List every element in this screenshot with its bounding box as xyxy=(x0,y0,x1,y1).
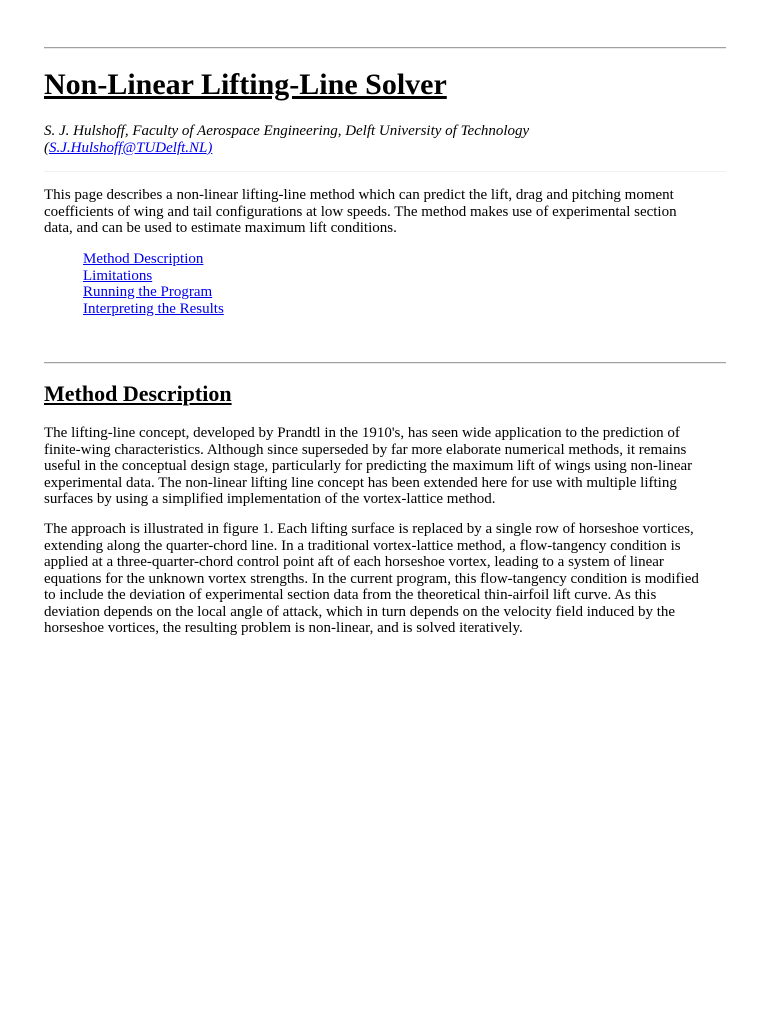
author-affiliation: S. J. Hulshoff, Faculty of Aerospace Engineering, Delft University of Technology xyxy=(44,123,530,139)
paragraph-line: applied at a three-quarter-chord control point aft of each horseshoe vortex, leading to a system of linear xyxy=(44,554,664,570)
top-horizontal-rule xyxy=(44,47,726,49)
paragraph-line: The approach is illustrated in figure 1. Each lifting surface is replaced by a single row of horseshoe vortices, xyxy=(44,521,694,537)
toc-link-limitations[interactable]: Limitations xyxy=(83,267,153,284)
paragraph-line: useful in the conceptual design stage, particularly for predicting the maximum lift of wings using non-linear xyxy=(44,458,693,474)
section-title-method-description: Method Description xyxy=(44,381,232,406)
toc-item-interpreting-the-results xyxy=(83,301,224,318)
paragraph-line: horseshoe vortices, the resulting problem is non-linear, and is solved iteratively. xyxy=(44,620,523,636)
paragraph-line: equations for the unknown vortex strengths. In the current program, this flow-tangency condition is modified xyxy=(44,570,699,587)
intro-line: This page describes a non-linear lifting-line method which can predict the lift, drag and pitching moment xyxy=(44,187,674,203)
toc-link-method-description[interactable]: Method Description xyxy=(83,251,204,267)
author-divider xyxy=(44,171,726,172)
paragraph-line: finite-wing characteristics. Although since superseded by far more elaborate numerical methods, it remains xyxy=(44,441,687,458)
toc-item-limitations xyxy=(83,268,224,285)
intro-paragraph xyxy=(44,187,726,237)
intro-line: coefficients of wing and tail configurations at low speeds. The method makes use of experimental section xyxy=(44,203,677,220)
paragraph-line: to include the deviation of experimental section data from the theoretical thin-airfoil lift curve. As this xyxy=(44,587,657,603)
paragraph-line: experimental data. The non-linear lifting line concept has been extended here for use with multiple lifting xyxy=(44,474,677,491)
page-title: Non-Linear Lifting-Line Solver xyxy=(44,68,447,101)
toc-item-method-description xyxy=(83,251,224,268)
author-block xyxy=(44,123,529,156)
toc-item-running-the-program xyxy=(83,284,224,301)
paragraph-line: The lifting-line concept, developed by Prandtl in the 1910's, has seen wide application to the prediction of xyxy=(44,425,680,441)
method-paragraph-1 xyxy=(44,425,726,508)
email-open-paren: ( xyxy=(44,139,49,156)
table-of-contents xyxy=(83,251,224,317)
paragraph-line: deviation depends on the local angle of attack, which in turn depends on the velocity field induced by the xyxy=(44,603,676,620)
intro-line: data, and can be used to estimate maximum lift conditions. xyxy=(44,220,397,236)
method-paragraph-2 xyxy=(44,521,726,637)
author-email-line xyxy=(44,140,529,157)
toc-link-running-the-program[interactable]: Running the Program xyxy=(83,284,213,300)
paragraph-line: surfaces by using a simplified implementation of the vortex-lattice method. xyxy=(44,491,496,507)
section-horizontal-rule xyxy=(44,362,726,364)
paragraph-line: extending along the quarter-chord line. In a traditional vortex-lattice method, a flow-tangency condition is xyxy=(44,537,681,554)
toc-link-interpreting-the-results[interactable]: Interpreting the Results xyxy=(83,300,224,317)
author-email-link[interactable]: S.J.Hulshoff@TUDelft.NL) xyxy=(49,139,213,156)
